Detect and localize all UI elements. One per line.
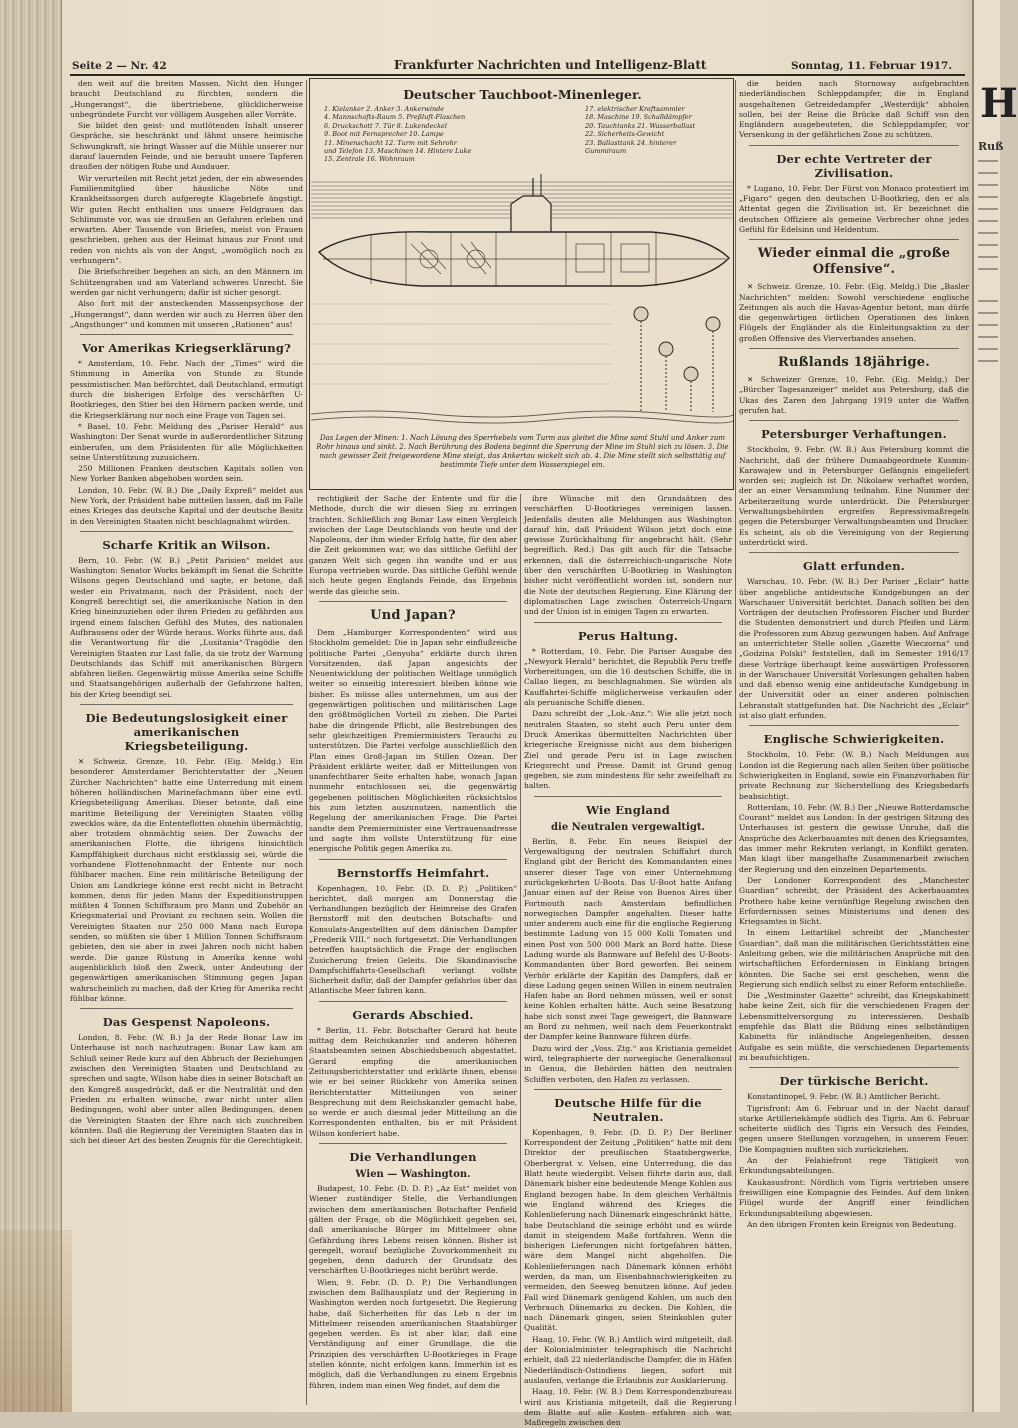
article-text: Kaukasusfront: Nördlich vom Tigris vertrieben unsere freiwilligen eine Kompagnie des Feindes. Auf dem linken Flügel wurde der Angriff einer feindlichen Erkundungsabteilung abgewiesen.: [739, 1177, 969, 1218]
article-text: Haag, 10. Febr. (W. B.) Amtlich wird mitgeteilt, daß der Kolonialminister telegraphisch die Nachricht erhielt, daß 22 niederländische Dampfer, die in Häfen Niederländisch-Ostindiens liegen, sofort mit auslaufen, verlange die Erlaubnis zur Ausklarierung.: [524, 1334, 732, 1385]
article-text: 250 Millionen Franken deutschen Kapitals sollen von New Yorker Banken abgehoben worden sein.: [70, 464, 303, 484]
article-text: * Amsterdam, 10. Febr. Nach der „Times“ wird die Stimmung in Amerika von Stunde zu Stunde pessimistischer. Man befürchtet, daß Deutschland, ermutigt durch die bisherigen Erfolge des verschärften U-Bootkrieges, den Stier bei den Hörnern packen werde, und die Kriegserklärung nur noch eine Frage von Tagen sei.: [70, 359, 303, 420]
article-text: Also fort mit der ansteckenden Massenpsychose der „Hungerangst“, dann werden wir auch zu Herren über den „Angsthunger“ und kommen mit unseren „Rationen“ aus!: [70, 299, 303, 329]
column-2: [309, 494, 517, 1404]
article-text: * Basel, 10. Febr. Meldung des „Pariser Herald“ aus Washington: Der Senat wurde in außerordentlicher Sitzung einberufen, um dem Präsidenten für alle Möglichkeiten seine Unterstützung zuzusichern.: [70, 421, 303, 462]
article-text: Stockholm, 9. Febr. (W. B.) Aus Petersburg kommt die Nachricht, daß der frühere Dumaabgeordnete Kusmin-Karawajew und in Petersburger Gefängnis eingeliefert worden sei; zugleich ist Dr. Nikolaew verhaftet worden, der an einer Versammlung teilnahm. Eine Nummer der Arbeiterzeitung wurde unterdrückt. Die Petersburger Verwaltungsbehörden ergreifen Repressivmaßregeln gegen die Petersburger Verwaltungsbeamten und Drucker. Es scheint, als ob die Vereinigung von der Regierung unterdrückt wird.: [739, 445, 969, 547]
article-text: Bern, 10. Febr. (W. B.) „Petit Parisien“ meldet aus Washington: Senator Works bekämpft im Senat die Schritte Wilsons gegen Deutschland und sagte, er betone, daß weder ein Privatmann, noch der Präsident, noch der Kongreß berechtigt sei, die amerikanische Nation in den Krieg hineinzuziehen oder ihren Frieden zu gefährden aus irgend einem falschen Gefühl des Mutes, des nationalen Aufbrausens oder der Würde heraus. Works führte aus, daß die Verantwortung für die „Lusitania“-Tragödie den Vereinigten Staaten zur Last falle, da sie trotz der Warnung Deutschlands das Schiff mit amerikanischen Bürgern abfahren ließen. Gegenwärtig müsse Amerika seine Schiffe und Staatsangehörigen außerhalb der Gefahrzone halten, bis der Krieg beendigt sei.: [70, 555, 303, 699]
book-binding-edge: [0, 0, 62, 1412]
article-text: Wir verurteilen mit Recht jetzt jeden, der ein abwesendes Familienmitglied über häusliche Nöte und Krankheitssorgen durch aufgeregte Klagebriefe ängstigt. Wir guten Recht enthalten uns unsere Feldgrauen das Schlimmste vor, was sie draußen an Gefahren erleben und erwarten. Aber Tausende von Briefen, meist von Frauen geschrieben, gehen aus der Heimat hinaus zur Front und reden von nichts als von der Angst, „womöglich noch zu verhungern“.: [70, 173, 303, 266]
article-text: Berlin, 8. Febr. Ein neues Beispiel der Vergewaltigung der neutralen Schiffahrt durch England gibt der Bericht des Kommandanten eines unserer dieser Tage von einer Unternehmung zurückgekehrten U-Boots. Das U-Boot hatte Anfang Januar einen auf der Reise von Buenos Aires über Fortmouth nach Amsterdam befindlichen norwegischen Dampfer angehalten. Dieser hatte unter anderem auch eine für die englische Regierung bestimmte Ladung von 15 000 Kolli Tomaten und einen Post von 500 000 Mark an Bord hatte. Diese Ladung wurde als Bannware auf Befehl des U-Boots-Kommandanten über Bord geworfen. Bei seinem Verhör erklärte der Kapitän des Dampfers, daß er diese Ladung gegen seinen Willen in einem neutralen Hafen habe an Bord nehmen müssen, weil er sonst keine Kohlen erhalten hätte. Auch seine Besatzung habe sich sonst zwei Tage geweigert, die Bannware an Bord zu nehmen, weil nach dem Feuerkontrakt der Dampfer keine Bannware führen dürfe.: [524, 836, 732, 1042]
diagram-title: Deutscher Tauchboot-Minenleger.: [403, 87, 642, 102]
article-text: Konstantinopel, 9. Febr. (W. B.) Amtlicher Bericht.: [747, 1092, 940, 1102]
newspaper-title: Frankfurter Nachrichten und Intelligenz-Blatt: [394, 58, 707, 72]
article-headline: Die Bedeutungslosigkeit einer amerikanischen Kriegsbeteiligung.: [85, 711, 288, 754]
article-text: Budapest, 10. Febr. (D. D. P.) „Az Est“ meldet von Wiener zuständiger Stelle, die Verhandlungen zwischen dem amerikanischen Botschafter Penfield gälten der Frage, ob die Möglichkeit gegeben sei, daß amerikanische Bürger im Mittelmeer ohne Gefährdung ihres Lebens reisen können. Bisher ist geregelt, worauf bezügliche Zuvorkommenheit zu gegeben, denn dadurch der Grundsatz des verschärften U-Bootkrieges nicht berührt werde.: [309, 1184, 517, 1276]
diagram-legend-left: 1. Kielanker 2. Anker 3. Ankerwinde 4. Mannschafts-Raum 5. Preßluft-Flaschen 6. Druckschott 7. Tür 8. Lukendeckel 9. Boot mit Fernsprecher 10. Lampe 11. Minenschacht 12. Turm mit Sehrohr und Telefon 13. Maschinen 14. Hintere Luke 15. Zentrale 16. Wohnraum: [324, 105, 472, 164]
article-headline: Wie England: [586, 802, 670, 817]
article-text: An der Felahiefront rege Tätigkeit von Erkundungsabteilungen.: [739, 1156, 969, 1176]
article-text: London, 10. Febr. (W. B.) Die „Daily Expreß“ meldet aus New York, der Präsident habe mitteilen lassen, daß im Falle eines Krieges das deutsche Kapital und der deutsche Besitz in den Vereinigten Staaten nicht beschlagnahmt würden.: [70, 485, 303, 526]
article-text: die beiden nach Stornoway aufgebrachten niederländischen Schleppdampfer, die in England ausgehaltenen Getreidedampfer „Westerdijk“ abholen sollen, bei der Reise die Brücke daß Schiff von den Engländern ausgebeuteten, die Schleppdampfer, vor Versenkung in der gefährlichen Zone zu schützen.: [739, 79, 969, 140]
article-headline: Deutsche Hilfe für die Neutralen.: [554, 1095, 702, 1124]
article-headline: Wieder einmal die „große Offensive“.: [757, 246, 951, 278]
article-subheadline: Wien — Washington.: [355, 1169, 471, 1181]
page-content: [64, 0, 972, 1428]
article-text: ✕ Schweiz. Grenze, 10. Febr. (Eig. Meldg.) Die „Basler Nachrichten“ melden: Sowohl verschiedene englische Zeitungen als auch die Havas-Agentur betont, man dürfe die gegenwärtigen örtlichen Operationen des linken Flügels der Engländer als die Einleitungsaktion zu der großen Offensive des Vierverbandes ansehen.: [739, 282, 969, 343]
article-text: Dem „Hamburger Korrespondenten“ wird aus Stockholm gemeldet: Die in Japan sehr einflußreiche politische Partei „Genyoha“ erklärte durch ihren Vorsitzenden, daß Japan angesichts der Neuentwicklung der politischen Weltlage unmöglich weiter so einseitig interessiert bleiben könne wie bisher. Es müsse alles unternehmen, um aus der gegenwärtigen politischen und militärischen Lage den größtmöglichen Vorteil zu ziehen. Die Partei habe die dringende Pflicht, alle Bestrebungen des sehr gleichzeitigen Premierministers Terauchi zu unterstützen. Die Partei verfolge ausschließlich den Plan eines Groß-Japan im Stillen Ozean. Der Präsident erklärte weiter, daß er Mitteilungen von unanfechtbarer Seite erhalten habe, wonach Japan nunmehr entschlossen sei, die gegenwärtig gegebenen politischen Möglichkeiten rücksichtslos bis zum letzten auszunutzen, namentlich die Regelung der amerikanischen Frage. Die Partei sandte dem Premierminister eine Vertrauensadresse und sagte ihm vollste Unterstützung für eine energische Politik gegen Amerika zu.: [309, 627, 517, 854]
article-text: Die Briefschreiber begehen an sich, an den Männern im Schützengraben und am Vaterland schweres Unrecht. Sie werden gar nicht verhungern; dafür ist sicher gesorgt.: [70, 267, 303, 297]
article-text: Wien, 9. Febr. (D. D. P.) Die Verhandlungen zwischen dem Ballhausplatz und der Regierung in Washington werden noch fortgesetzt. Die Regierung habe, daß Sicherheiten für das Leb n der im Mittelmeer reisenden amerikanischen Staatsbürger gegeben werden. Es ist aber klar, daß eine Verständigung auf einer Grundlage, die die Prinzipien des verschärften U-Bootkrieges in Frage stellen könnte, nicht erfolgen kann. Immerhin ist es möglich, daß die Verhandlungen zu einem Ergebnis führen, indem man einen Weg findet, auf dem die: [309, 1277, 517, 1390]
adjacent-page-initial: H: [980, 80, 1018, 127]
article-text: Haag, 10. Febr. (W. B.) Dem Korrespondenzbureau wird aus Kristiania mitgeteilt, daß die Regierung dem Blatte auf alle Kosten erfahren sich war, Maßregeln zwischen den: [524, 1387, 732, 1428]
article-text: Kopenhagen, 9. Febr. (D. D. P.) Der Berliner Korrespondent der Zeitung „Politiken“ hatte mit dem Direktor der preußischen Staatsbergwerke, Oberbergrat v. Velsen, eine Unterredung, die das Blatt heute wiedergibt. Velsen führte darin aus, daß Dänemark bisher eine bedeutende Menge Kohlen aus England bezogen habe. In dem gleichen Verhältnis wie England während des Krieges die Kohlenlieferung nach Dänemark eingeschränkt hätte, habe Deutschland die seinige erhöht und es würde damit in steigendem Maße fortfahren. Wenn die bisherigen Lieferungen nicht fortgefahren hätten, wäre dem Mangel nicht abgeholfen. Die Kohlenlieferungen nach Dänemark können erhöht werden, da man, um Eisenbahnschwierigkeiten zu vermeiden, den Seeweg benutzen könne. Auf jeden Fall wird Dänemark genügend Kohlen, um auch den Verbrauch Dänemarks zu decken. Die Kohlen, die nach Dänemark gingen, seien Steinkohlen guter Qualität.: [524, 1127, 732, 1333]
article-headline: Petersburger Verhaftungen.: [761, 427, 947, 442]
article-headline: Rußlands 18jährige.: [777, 355, 931, 371]
article-headline: Perus Haltung.: [577, 628, 679, 643]
article-headline: Gerards Abschied.: [352, 1007, 474, 1022]
article-text: ihre Wünsche mit den Grundsätzen des verschärften U-Bootkrieges vereinigen lassen. Jedenfalls deuten alle Meldungen aus Washington darauf hin, daß Präsident Wilson jetzt doch eine gewisse Zurückhaltung für angebracht hält. (Sehr begreiflich. Red.) Das gilt auch für die Tatsache erkennen, daß die österreichisch-ungarische Note über den verschärften U-Bootkrieg in Washington bisher nicht veröffentlicht worden ist, sondern nur die Note der deutschen Regierung. Eine Klärung der diplomatischen Lage zwischen Österreich-Ungarn und der Union ist in einigen Tagen zu erwarten.: [524, 494, 732, 617]
article-text: Tigrisfront: Am 6. Februar und in der Nacht darauf starke Artilleriekämpfe südlich des Tigris. Am 6. Februar scheiterte südlich des Tigris ein Versuch des Feindes, gegen unsere Stellungen vorzugehen, in unserem Feuer. Die Kompagnien mußten sich zurückziehen.: [739, 1103, 969, 1154]
article-text: Kopenhagen, 10. Febr. (D. D. P.) „Politiken“ berichtet, daß morgen am Donnerstag die Verhandlungen bezüglich der Heimreise des Grafen Bernstorff mit den deutschen Botschafts- und Konsulats-Angestellten auf dem dänischen Dampfer „Frederik VIII.“ noch fortgesetzt. Die Verhandlungen betreffen hauptsächlich die Frage der englischen Zusicherung freien Geleits. Die Skandinavische Dampfschiffahrts-Gesellschaft verlangt vollste Sicherheit dafür, daß der Dampfer gefahrlos über das Atlantische Meer fahren kann.: [309, 883, 517, 996]
article-text: Sie bildet den geist- und mutlötenden Inhalt unserer Gespräche, sie beschränkt und lähmt unsere heimische Schwungkraft, sie bringt Wasser auf die Mühle unserer nur darauf lauernden Feinde, und sie beraubt unsere Tapferen draußen der nötigen Ruhe und Ausdauer.: [70, 121, 303, 172]
adjacent-page-word: Ruß: [978, 140, 1004, 153]
article-headline: Vor Amerikas Kriegserklärung?: [81, 341, 292, 356]
article-headline: Die Verhandlungen: [349, 1150, 477, 1165]
paper-stain: [0, 1230, 72, 1412]
diagram-legend-right: 17. elektrischer Kraftsammler 18. Maschine 19. Schalldämpfer 20. Tauchtanks 21. Wasserballast 22. Sicherheits-Gewicht 23. Ballasttank 24. hinterer Gummiraum: [585, 105, 696, 156]
column-1: [70, 79, 303, 1404]
article-subheadline: die Neutralen vergewaltigt.: [551, 821, 705, 833]
page-number: Seite 2 — Nr. 42: [72, 60, 167, 72]
article-headline: Der türkische Bericht.: [779, 1074, 929, 1089]
article-headline: Glatt erfunden.: [802, 559, 906, 574]
article-text: Die „Westminster Gazette“ schreibt, das Kriegskabinett habe keine Zeit, sich für die verschiedenen Fragen der Lebensmittelversorgung zu interessieren. Deshalb empfehle das Blatt die Bildung eines selbständigen Kabinetts für inländische Angelegenheiten, dessen Aufgabe es sein müßte, die verschiedenen Departements zu beaufsichtigen.: [739, 991, 969, 1062]
article-headline: Das Gespenst Napoleons.: [102, 1015, 271, 1030]
article-text: Der Londoner Korrespondent des „Manchester Guardian“ schreibt, der Präsident des Ackerbauamtes Prothero habe keine vernünftige Regelung zwischen den Erfordernissen seines Ministeriums und denen des Kriegsamtes in Sicht.: [739, 875, 969, 927]
article-headline: Und Japan?: [370, 607, 456, 623]
header-rule: [70, 74, 965, 76]
column-4: [739, 79, 969, 1404]
article-text: Rotterdam, 10. Febr. (W. B.) Der „Nieuwe Rotterdamsche Courant“ meldet aus London: In der gestrigen Sitzung des Unterhauses ist gestern die gewisse Unruhe, daß die Ansprüche des Ackerbauamtes mit denen des Kriegsamtes, das immer mehr Rekruten verlangt, in Konflikt geraten. Man klagt über mangelhafte Zusammenarbeit zwischen der Regierung und den einzelnen Departements.: [739, 802, 969, 874]
page-header: [64, 58, 972, 74]
article-headline: Bernstorffs Heimfahrt.: [336, 865, 490, 880]
article-text: Warschau, 10. Febr. (W. B.) Der Pariser „Eclair“ hatte über angebliche antideutsche Kundgebungen an der Warschauer Universität berichtet. Danach sollten bei den Vorträgen der deutschen Professoren Fischer und Burder die Studenten demonstriert und durch Pfeifen und Lärm die Professoren zum Abzug gezwungen haben. Auf Anfrage an unterrichteter Stelle sollen „Gazette Wieczorna“ und „Godzina Polski“ feststellen, daß im Semester 1916/17 diese Vorträge überhaupt keine auswärtigen Professoren in der Warschauer Universität Vorlesungen gehalten haben und daß ebenso wenig eine antideutsche Kundgebung in der Universität oder an einer anderen polnischen Lehranstalt stattgefunden hat. Die Nachricht des „Eclair“ ist also glatt erfunden.: [739, 577, 969, 721]
article-text: den weit auf die breiten Massen. Nicht den Hunger braucht Deutschland zu fürchten, sondern die „Hungerangst“, die übertriebene, glücklicherweise unbegründete Furcht vor völligem Ausgehen aller Vorräte.: [70, 79, 303, 119]
issue-date: Sonntag, 11. Februar 1917.: [790, 60, 952, 72]
article-text: * Rotterdam, 10. Febr. Die Pariser Ausgabe des „Newyork Herald“ berichtet, die Republik Peru treffe Vorbereitungen, um die 16 deutschen Schiffe, die in Callao liegen, zu beschlagnahmen. Sie würden als Kauffahrtei-Schiffe möglicherweise verkaufen oder als peruanische Schiffe dienen.: [524, 646, 732, 708]
article-text: Stockholm, 10. Febr. (W. B.) Nach Meldungen aus London ist die Regierung nach allen Seiten über politische Schwierigkeiten in England, sowie ein Finanzvorhaben für private Rechnung zur Sicherstellung des Kriegsbedarfs beabsichtigt.: [739, 750, 969, 801]
article-text: Dazu wird der „Voss. Ztg.“ aus Kristiania gemeldet wird, telegraphierte der norwegische Generalkonsul in Genua, die Behörden hätten den neutralen Schiffen verboten, den Hafen zu verlassen.: [524, 1043, 732, 1084]
column-3: [524, 494, 732, 1428]
submarine-cross-section-drawing: [311, 174, 734, 424]
article-headline: Der echte Vertreter der Zivilisation.: [776, 151, 932, 180]
submarine-minelayer-diagram: [309, 78, 734, 490]
article-text: rechtigkeit der Sache der Entente und für die Methode, durch die wir diesen Sieg zu erringen trachten. Schließlich zog Bonar Law einen Vergleich zwischen der Lage Deutschlands von heute und der Napoleons, der ihm wieder Erfolg hatte, für den aber die Zeit gekommen war, wo das sittliche Gefühl der ganzen Welt sich gegen ihn wandte und er aus Europa vertrieben wurde. Das sittliche Gefühl wende sich heute gegen Englands Feinde, das Ergebnis werde das gleiche sein.: [309, 494, 517, 596]
article-text: In einem Leitartikel schreibt der „Manchester Guardian“, daß man die militärischen Gerichtsstätten eine Anleitung geben, wie die militärischen Ansprüche mit den wirtschaftlichen Erfordernissen in Einklang bringen könnten. Die Sache sei erst geschehen, wenn die Regierung sich endlich selbst zu einer Reform entschließe.: [739, 928, 969, 989]
article-text: ✕ Schweizer Grenze, 10. Febr. (Eig. Meldg.) Der „Bürcher Tagesanzeiger“ meldet aus Petersburg, daß die Ukas des Zaren den Jahrgang 1919 unter die Waffen gerufen hat.: [739, 375, 969, 415]
adjacent-page-edge: [972, 0, 1018, 1412]
diagram-caption: Das Legen der Minen: 1. Nach Lösung des Sperrhebels vom Turm aus gleitet die Mine samt Stuhl und Anker zum Rohr hinaus und sinkt. 2. Nach Berührung des Bodens beginnt die Sperrung der Mine im Stuhl sich zu lösen. 3. Die nach gewisser Zeit freigewordene Mine steigt, das Ankertau wickelt sich ab. 4. Die Mine stellt sich selbsttätig auf bestimmte Tiefe unter dem Wasserspiegel ein.: [316, 434, 729, 469]
article-text: ✕ Schweiz. Grenze, 10. Febr. (Eig. Meldg.) Ein besonderer Amsterdamer Berichterstatter der „Neuen Zürcher Nachrichten“ hatte eine Unterredung mit einem höheren holländischen Marinefachmann über eine evtl. Kriegsbeteiligung Amerikas. Dieser betonte, daß eine maritime Beteiligung der Vereinigten Staaten völlig zwecklos wäre, da die Ententeflotten ohnehin übermächtig, aber trotzdem ohnmächtig seien. Der Zuwachs der amerikanischen Flotte, die übrigens hinsichtlich Kampffähigkeit durchaus nicht erstklassig sei, würde die vorhandene Flottenohnmacht der Entente nur noch fühlbarer machen. Eine rein militärische Beteiligung der Union am Landkriege könne erst recht nicht in Betracht kommen, denn für jeden Mann der Expeditionstruppen müßten 4 Tonnen Schiffsraum pro Mann und Zubehör an Kriegsmaterial und Proviant zu rechnen sein. Wollen die Vereinigten Staaten nur 250 000 Mann nach Europa senden, so müßten sie über 1 Million Tonnen Schiffsraum gebieten, den sie aber in zwei Jahren noch nicht haben werde. Die ganze Rüstung in Amerika kenne wohl augenblicklich bloß den Zweck, unter Andeutung der gegenwärtigen amerikanischen Stimmung gegen Japan wahrscheinlich zu machen, daß der Krieg für Amerika recht fühlbar könne.: [70, 757, 303, 1003]
article-text: An den übrigen Fronten kein Ereignis von Bedeutung.: [747, 1219, 957, 1229]
article-headline: Englische Schwierigkeiten.: [763, 732, 945, 747]
article-text: * Berlin, 11. Febr. Botschafter Gerard hat heute mittag dem Reichskanzler und anderen höheren Staatsbeamten seinen Abschiedsbesuch abgestattet. Gerard empfing die amerikanischen Zeitungsberichterstatter und erklärte ihnen, ebenso wie er bei seiner Rückkehr von Amerika seinen Berichterstatter Mitteilungen von seiner Besprechung mit dem Reichskanzler gemacht habe, so werde er auch diesmal jeder Mitteilung an die Korrespondenten enthalten, bis er mit Präsident Wilson konferiert habe.: [309, 1025, 517, 1138]
article-text: London, 8. Febr. (W. B.) Ja der Rede Bonar Law im Unterhause ist noch nachzutragen: Bonar Law kam am Schluß seiner Rede kurz auf den Abbruch der Beziehungen zwischen den Vereinigten Staaten und Deutschland zu sprechen und sagte, Wilson habe dies in seiner Botschaft an den Kongreß ausgedrückt, daß er die Neutralität und den Frieden zu erhalten wünsche, zwar nicht unter allen Bedingungen, wohl aber unter allen Bedingungen, denen die Vereinigten Staaten der Ehre nach sich zuschreiben könnten. Daß die Regierung der Vereinigten Staaten das in sich bei dieser Art des besten Zeugnis für die Gerechtigkeit.: [70, 1033, 303, 1146]
article-text: * Lugano, 10. Febr. Der Fürst von Monaco protestiert im „Figaro“ gegen den deutschen U-Bootkrieg, den er als Attentat gegen die Zivilisation ist. Er bezeichnet die deutschen Offiziere als gemeine Verbrecher ohne jedes Gefühl für Edelsinn und Heldentum.: [739, 183, 969, 234]
article-text: Dazu schreibt der „Lok.-Anz.“: Wie alle jetzt noch neutralen Staaten, so steht auch Peru unter dem Druck Amerikas übermittelten Nachrichten über kriegerische Ereignisse nicht aus dem bisherigen Ziel und gerade Peru ist in Lage zwischen Kriegsrecht und Presse. Damit ist Grund genug gegeben, sie zum mindestens für sehr zweifelhaft zu halten.: [524, 709, 732, 791]
article-headline: Scharfe Kritik an Wilson.: [102, 537, 271, 552]
